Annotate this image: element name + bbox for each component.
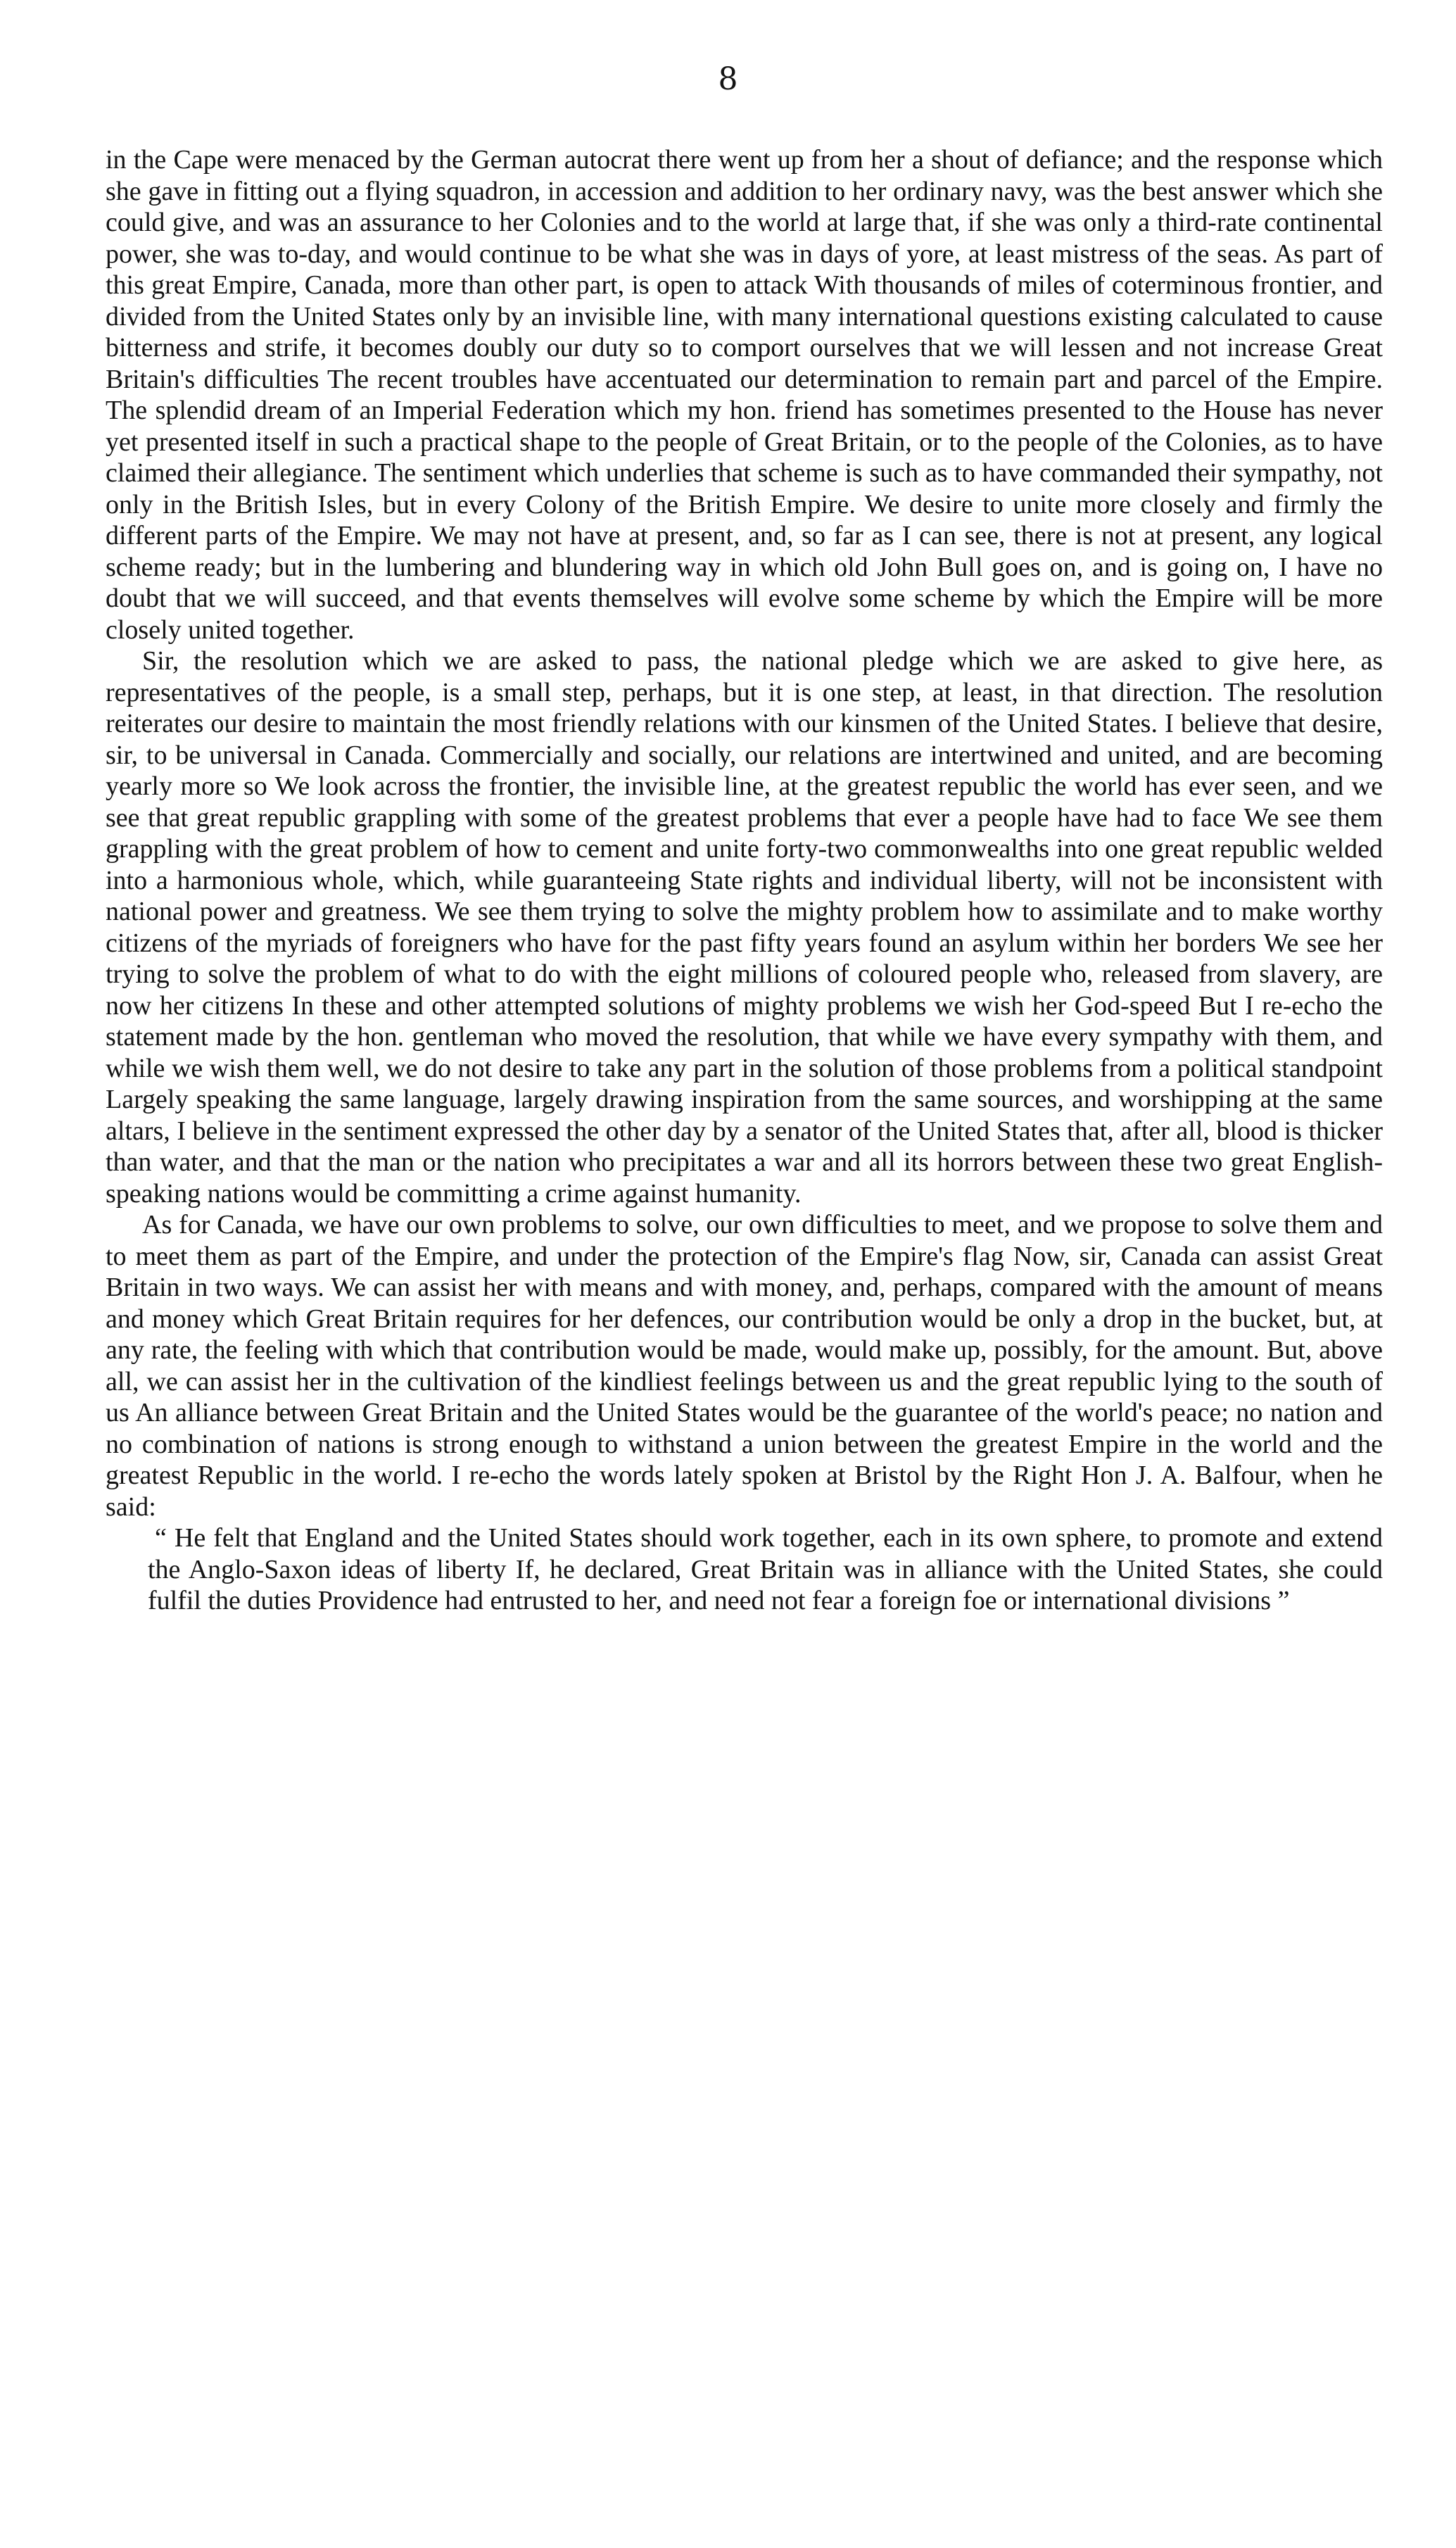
balfour-quotation: “ He felt that England and the United States should work together, each in its own sphere, to promote and extend the Anglo-Saxon ideas of liberty If, he declared, Great Britain was in alliance with the United States, she could fulfil the duties Providence had entrusted to her, and need not fear a foreign foe or international divisions ” (148, 1523, 1383, 1615)
paragraph-cape-defiance: in the Cape were menaced by the German autocrat there went up from her a shout of defiance; and the response which she gave in fitting out a flying squadron, in accession and addition to her ordinary navy, was the best answer which she could give, and was an assurance to her Colonies and to the world at large that, if she was only a third-rate continental power, she was to-day, and would continue to be what she was in days of yore, at least mistress of the seas. As part of this great Empire, Canada, more than other part, is open to attack With thousands of miles of coterminous frontier, and divided from the United States only by an invisible line, with many international questions existing calculated to cause bitterness and strife, it becomes doubly our duty so to comport ourselves that we will lessen and not increase Great Britain's difficulties The recent troubles have accentuated our determination to remain part and parcel of the Empire. The splendid dream of an Imperial Federation which my hon. friend has sometimes presented to the House has never yet presented itself in such a practical shape to the people of Great Britain, or to the people of the Colonies, as to have claimed their allegiance. The sentiment which underlies that scheme is such as to have commanded their sympathy, not only in the British Isles, but in every Colony of the British Empire. We desire to unite more closely and firmly the different parts of the Empire. We may not have at present, and, so far as I can see, there is not at present, any logical scheme ready; but in the lumbering and blundering way in which old John Bull goes on, and is going on, I have no doubt that we will succeed, and that events themselves will evolve some scheme by which the Empire will be more closely united together. (106, 145, 1383, 645)
paragraph-resolution: Sir, the resolution which we are asked to pass, the national pledge which we are asked to give here, as representatives of the people, is a small step, perhaps, but it is one step, at least, in that direction. The resolution reiterates our desire to maintain the most friendly relations with our kinsmen of the United States. I believe that desire, sir, to be universal in Canada. Commercially and socially, our relations are intertwined and united, and are becoming yearly more so We look across the frontier, the invisible line, at the greatest republic the world has ever seen, and we see that great republic grappling with some of the greatest problems that ever a people have had to face We see them grappling with the great problem of how to cement and unite forty-two commonwealths into one great republic welded into a harmonious whole, which, while guaranteeing State rights and individual liberty, will not be inconsistent with national power and greatness. We see them trying to solve the mighty problem how to assimilate and to make worthy citizens of the myriads of foreigners who have for the past fifty years found an asylum within her borders We see her trying to solve the problem of what to do with the eight millions of coloured people who, released from slavery, are now her citizens In these and other attempted solutions of mighty problems we wish her God-speed But I re-echo the statement made by the hon. gentleman who moved the resolution, that while we have every sympathy with them, and while we wish them well, we do not desire to take any part in the solution of those problems from a political standpoint Largely speaking the same language, largely drawing inspiration from the same sources, and worshipping at the same altars, I believe in the sentiment expressed the other day by a senator of the United States that, after all, blood is thicker than water, and that the man or the nation who precipitates a war and all its horrors between these two great English-speaking nations would be committing a crime against humanity. (106, 646, 1383, 1209)
body-text (106, 144, 1383, 1617)
page-number: 8 (718, 61, 738, 97)
paragraph-canada-problems: As for Canada, we have our own problems to solve, our own difficulties to meet, and we propose to solve them and to meet them as part of the Empire, and under the protection of the Empire's flag Now, sir, Canada can assist Great Britain in two ways. We can assist her with means and with money, and, perhaps, compared with the amount of means and money which Great Britain requires for her defences, our contribution would be only a drop in the bucket, but, at any rate, the feeling with which that contribution would be made, would make up, possibly, for the amount. But, above all, we can assist her in the cultivation of the kindliest feelings between us and the great republic lying to the south of us An alliance between Great Britain and the United States would be the guarantee of the world's peace; no nation and no combination of nations is strong enough to withstand a union between the greatest Empire in the world and the greatest Republic in the world. I re-echo the words lately spoken at Bristol by the Right Hon J. A. Balfour, when he said: (106, 1210, 1383, 1522)
